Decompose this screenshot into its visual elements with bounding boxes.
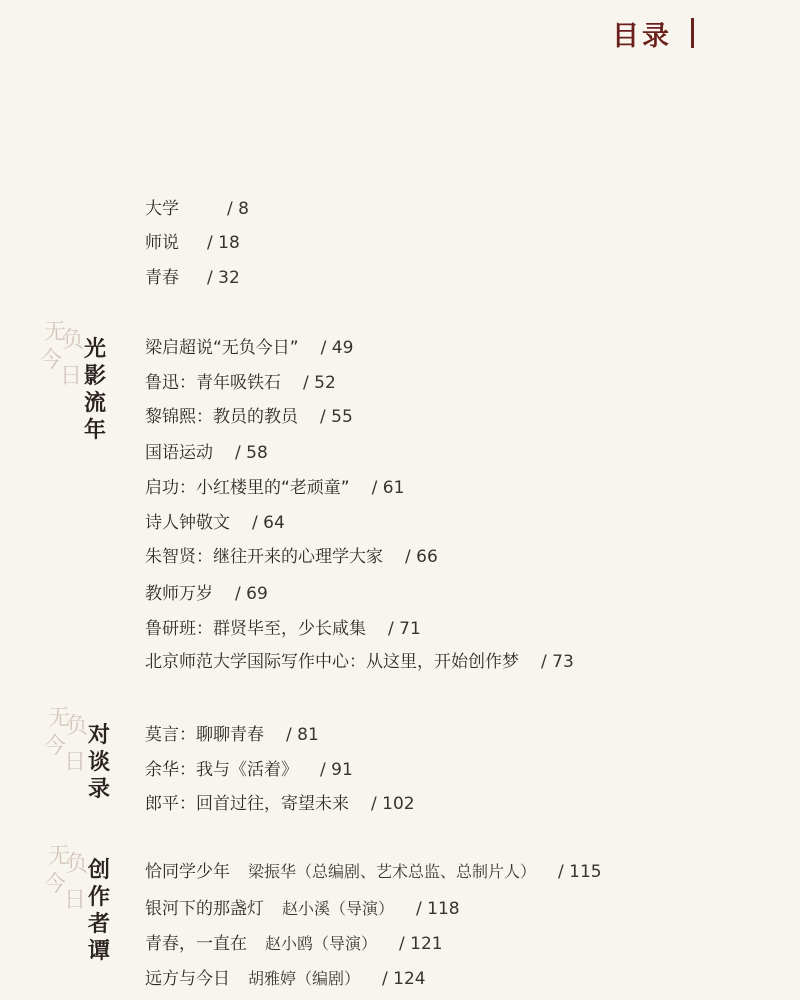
entry-title: 银河下的那盏灯 (145, 899, 264, 919)
entry-title: 启功：小红楼里的“老顽童” (145, 478, 350, 498)
entry-title: 鲁研班：群贤毕至，少长咸集 (145, 619, 366, 639)
entry-title: 远方与今日 (145, 969, 230, 989)
toc-entry[interactable] (145, 512, 285, 534)
section-title-duitan: 对谈录 (87, 722, 110, 802)
entry-page: / 61 (371, 478, 405, 498)
toc-entry[interactable] (145, 546, 438, 568)
toc-entry[interactable] (145, 651, 574, 673)
entry-title: 国语运动 (145, 443, 213, 463)
entry-credit: 赵小鸥（导演） (265, 934, 378, 953)
title-divider (691, 18, 694, 48)
toc-entry[interactable] (145, 724, 319, 746)
entry-title: 诗人钟敬文 (145, 513, 230, 533)
entry-page: / 124 (382, 969, 426, 989)
entry-title: 梁启超说“无负今日” (145, 338, 299, 358)
toc-entry[interactable] (145, 267, 240, 289)
entry-title: 鲁迅：青年吸铁石 (145, 373, 281, 393)
watermark-stamp: 无 负 今 日 (44, 706, 89, 775)
toc-entry[interactable] (145, 759, 353, 781)
toc-entry[interactable] (145, 198, 249, 220)
watermark-stamp: 无 负 今 日 (44, 844, 89, 913)
entry-title: 朱智贤：继往开来的心理学大家 (145, 547, 383, 567)
entry-page: / 71 (388, 619, 421, 639)
entry-page: / 8 (227, 199, 249, 219)
entry-page: / 69 (235, 584, 268, 604)
entry-title: 青春 (145, 268, 179, 288)
toc-entry[interactable] (145, 372, 336, 394)
entry-title: 莫言：聊聊青春 (145, 725, 264, 745)
toc-entry[interactable] (145, 337, 353, 359)
toc-title: 目录 (612, 21, 672, 52)
entry-page: / 55 (320, 407, 353, 427)
entry-page: / 115 (558, 862, 602, 882)
section-title-guangying: 光影流年 (83, 336, 106, 443)
toc-entry[interactable] (145, 583, 268, 605)
watermark-stamp: 无 负 今 日 (40, 320, 85, 389)
entry-title: 大学 (145, 199, 179, 219)
entry-credit: 胡雅婷（编剧） (248, 969, 361, 988)
entry-credit: 梁振华（总编剧、艺术总监、总制片人） (248, 862, 537, 881)
section-title-chuangzuo: 创作者谭 (87, 857, 110, 964)
entry-page: / 49 (320, 338, 354, 358)
toc-entry[interactable] (145, 898, 460, 920)
entry-title: 北京师范大学国际写作中心：从这里，开始创作梦 (145, 652, 519, 672)
toc-entry[interactable] (145, 793, 415, 815)
entry-page: / 91 (320, 760, 353, 780)
toc-entry[interactable] (145, 933, 443, 955)
toc-entry[interactable] (145, 442, 268, 464)
entry-page: / 52 (303, 373, 336, 393)
toc-entry[interactable] (145, 477, 404, 499)
entry-credit: 赵小溪（导演） (282, 899, 395, 918)
entry-page: / 81 (286, 725, 319, 745)
toc-entry[interactable] (145, 232, 240, 254)
entry-title: 青春，一直在 (145, 934, 247, 954)
entry-page: / 66 (405, 547, 438, 567)
entry-title: 恰同学少年 (145, 862, 230, 882)
entry-page: / 58 (235, 443, 268, 463)
entry-page: / 121 (399, 934, 443, 954)
toc-entry[interactable] (145, 406, 353, 428)
entry-title: 黎锦熙：教员的教员 (145, 407, 298, 427)
entry-page: / 118 (416, 899, 460, 919)
toc-entry[interactable] (145, 968, 426, 990)
entry-page: / 102 (371, 794, 415, 814)
toc-entry[interactable] (145, 618, 421, 640)
entry-page: / 18 (207, 233, 240, 253)
entry-title: 教师万岁 (145, 584, 213, 604)
entry-title: 余华：我与《活着》 (145, 760, 298, 780)
toc-entry[interactable] (145, 861, 602, 883)
entry-page: / 73 (541, 652, 574, 672)
entry-page: / 32 (207, 268, 240, 288)
entry-page: / 64 (252, 513, 285, 533)
entry-title: 师说 (145, 233, 179, 253)
entry-title: 郎平：回首过往，寄望未来 (145, 794, 349, 814)
